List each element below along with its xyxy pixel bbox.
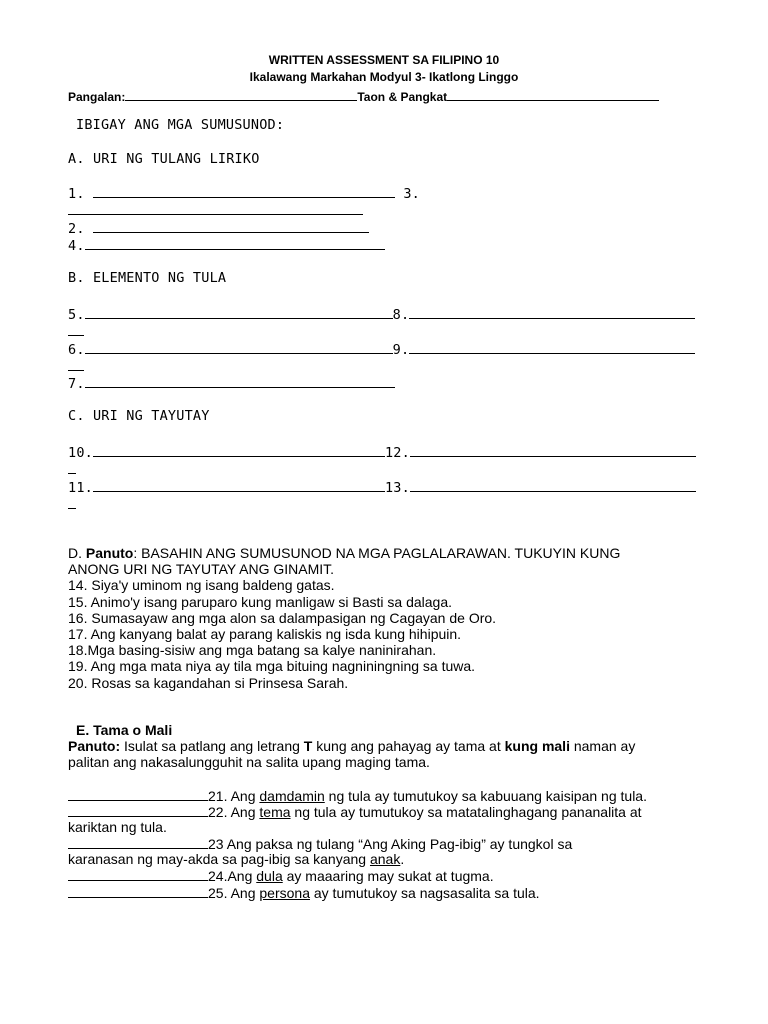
list-item: 16. Sumasayaw ang mga alon sa dalampasigan ng Cagayan de Oro. (68, 610, 497, 626)
year-section-label: Taon & Pangkat (357, 90, 448, 104)
item-25: 25. Ang persona ay tumutukoy sa nagsasalita sa tula. (68, 884, 540, 901)
list-item: 14. Siya'y uminom ng isang baldeng gatas. (68, 577, 335, 593)
answer-field-4[interactable] (85, 236, 385, 250)
answer-field-23[interactable] (68, 835, 208, 849)
item-21: 21. Ang damdamin ng tula ay tumutukoy sa kabuuang kaisipan ng tula. (68, 787, 647, 804)
name-label: Pangalan: (68, 90, 126, 104)
answer-field-8[interactable] (409, 305, 695, 319)
answer-field-13[interactable] (410, 478, 696, 492)
answer-field-21[interactable] (68, 787, 208, 801)
item-23: 23 Ang paksa ng tulang “Ang Aking Pag-ibig” ay tungkol sa (68, 835, 572, 852)
answer-field-3[interactable] (68, 201, 363, 215)
section-e-panuto-cont: palitan ang nakasalungguhit na salita upang maging tama. (68, 754, 430, 770)
item-24: 24.Ang dula ay maaaring may sukat at tugma. (68, 867, 494, 884)
item-22: 22. Ang tema ng tula ay tumutukoy sa matatalinghagang pananalita at (68, 803, 642, 820)
section-d-panuto-cont: ANONG URI NG TAYUTAY ANG GINAMIT. (68, 561, 335, 577)
answer-line-5-8-cont (68, 322, 84, 341)
answer-line-5-8: 5. 8. (68, 305, 695, 323)
list-item: 20. Rosas sa kagandahan si Prinsesa Sarah. (68, 675, 349, 691)
answer-line-6-9: 6. 9. (68, 340, 695, 358)
year-section-field[interactable] (447, 87, 659, 101)
answer-field-2[interactable] (93, 219, 369, 233)
list-item: 15. Animo'y isang paruparo kung manligaw si Basti sa dalaga. (68, 594, 453, 610)
answer-line-3 (68, 201, 363, 220)
answer-line-7: 7. (68, 374, 395, 392)
answer-field-7[interactable] (85, 374, 395, 388)
page-subtitle: Ikalawang Markahan Modyul 3- Ikatlong Linggo (249, 70, 519, 84)
answer-field-22[interactable] (68, 803, 208, 817)
list-item: 17. Ang kanyang balat ay parang kaliskis ng isda kung hihipuin. (68, 626, 462, 642)
list-item: 19. Ang mga mata niya ay tila mga bituing nagniningning sa tuwa. (68, 658, 476, 674)
answer-line-11-13-cont (68, 495, 76, 514)
item-23-cont: karanasan ng may-akda sa pag-ibig sa kanyang anak. (68, 851, 405, 867)
answer-field-10[interactable] (93, 443, 385, 457)
section-a-title: A. URI NG TULANG LIRIKO (68, 151, 260, 167)
answer-line-1: 1. 3. (68, 186, 420, 202)
section-e-title: E. Tama o Mali (76, 722, 173, 738)
answer-field-11[interactable] (93, 478, 385, 492)
section-c-title: C. URI NG TAYUTAY (68, 408, 210, 424)
answer-field-25[interactable] (68, 884, 208, 898)
section-d-panuto: D. Panuto: BASAHIN ANG SUMUSUNOD NA MGA PAGLALARAWAN. TUKUYIN KUNG (68, 545, 621, 561)
section-e-panuto: Panuto: Isulat sa patlang ang letrang T kung ang pahayag ay tama at kung mali naman ay (68, 738, 636, 754)
answer-line-11-13: 11. 13. (68, 478, 696, 496)
answer-field-1[interactable] (93, 184, 395, 198)
answer-line-4: 4. (68, 236, 385, 254)
answer-field-6[interactable] (85, 340, 393, 354)
answer-line-10-12: 10. 12. (68, 443, 696, 461)
answer-field-5[interactable] (85, 305, 393, 319)
answer-line-2: 2. (68, 219, 369, 237)
page-title: WRITTEN ASSESSMENT SA FILIPINO 10 (268, 53, 500, 67)
answer-field-24[interactable] (68, 867, 208, 881)
name-field[interactable] (125, 87, 357, 101)
section-b-title: B. ELEMENTO NG TULA (68, 270, 227, 286)
answer-field-9[interactable] (409, 340, 695, 354)
student-info-line (68, 87, 659, 104)
answer-field-12[interactable] (410, 443, 696, 457)
answer-line-10-12-cont (68, 460, 76, 479)
item-22-cont: kariktan ng tula. (68, 819, 167, 835)
instruction-heading: IBIGAY ANG MGA SUMUSUNOD: (76, 117, 285, 133)
list-item: 18.Mga basing-sisiw ang mga batang sa kalye naninirahan. (68, 642, 437, 658)
